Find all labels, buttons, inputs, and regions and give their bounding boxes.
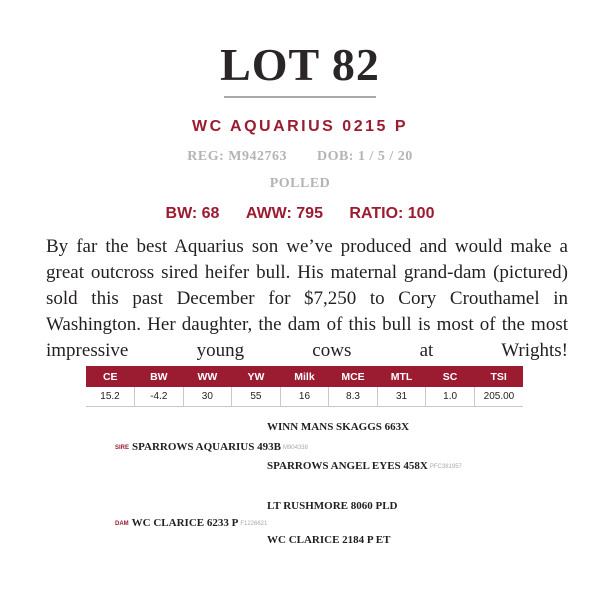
pedigree-dam [115,517,267,529]
registration-line [0,149,600,165]
epd-value-ww: 30 [183,387,232,407]
dam-tag: DAM [115,521,129,527]
reg-number: M942763 [228,149,287,164]
sire-reg: M904338 [282,445,308,451]
epd-value-bw: -4.2 [135,387,184,407]
epd-value-sc: 1.0 [426,387,475,407]
epd-value-mtl: 31 [377,387,426,407]
reg-label: REG: [187,149,225,164]
pedigree-dam-sire: LT RUSHMORE 8060 PLD [267,500,398,512]
adjusted-weaning-weight: AWW: 795 [245,205,323,222]
epd-header-tsi: TSI [474,366,523,387]
birth-weight: BW: 68 [165,205,220,222]
pedigree-sire [115,441,308,453]
sire-tag: SIRE [115,445,130,451]
epd-header-milk: Milk [280,366,329,387]
sire-name: SPARROWS AQUARIUS 493B [132,441,281,453]
sire-dam-name: SPARROWS ANGEL EYES 458X [267,460,428,472]
pedigree-dam-dam: WC CLARICE 2184 P ET [267,534,391,546]
epd-header-ww: WW [183,366,232,387]
epd-header-sc: SC [426,366,475,387]
weaning-ratio: RATIO: 100 [349,205,435,222]
dob-label: DOB: [316,149,354,164]
epd-header-row [86,366,523,387]
title-divider [224,96,376,98]
dob-value: 1 / 5 / 20 [357,149,413,164]
dam-name: WC CLARICE 6233 P [131,517,239,529]
epd-table [86,366,523,407]
epd-value-mce: 8.3 [329,387,378,407]
pedigree-sire-dam [267,460,462,472]
lot-description: By far the best Aquarius son we’ve produced and would make a great outcross sired heifer bull. His maternal grand-dam (pictured) sold this past December for $7,250 to Cory Crouthamel in Washington. Her daughter, the dam of this bull is most of the most impressive young cows at Wrights! [46,236,568,361]
epd-header-bw: BW [135,366,184,387]
epd-value-milk: 16 [280,387,329,407]
epd-value-ce: 15.2 [86,387,135,407]
weight-stats [0,205,600,223]
lot-title: LOT 82 [220,39,380,90]
epd-value-tsi: 205.00 [474,387,523,407]
dam-reg: F1226621 [240,521,268,527]
epd-header-mce: MCE [329,366,378,387]
epd-header-ce: CE [86,366,135,387]
epd-header-mtl: MTL [377,366,426,387]
polled-status: POLLED [269,176,331,191]
epd-value-row [86,387,523,407]
epd-value-yw: 55 [232,387,281,407]
epd-header-yw: YW [232,366,281,387]
pedigree-sire-sire: WINN MANS SKAGGS 663X [267,421,410,433]
sire-dam-reg: PFC381957 [429,464,462,470]
animal-name: WC AQUARIUS 0215 P [192,118,408,135]
